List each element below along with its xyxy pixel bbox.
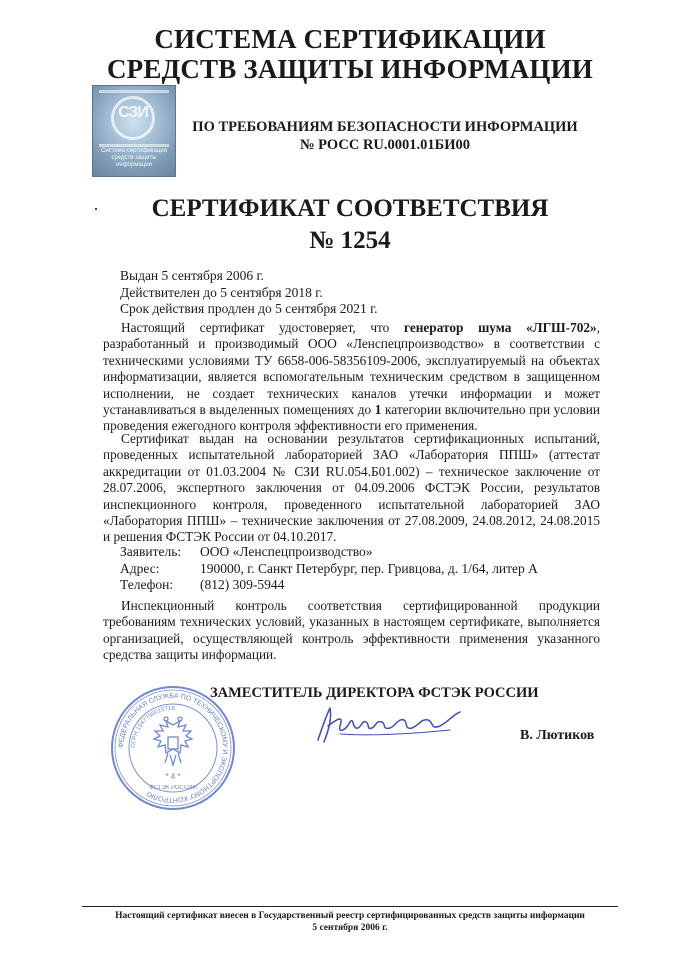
certificate-title: СЕРТИФИКАТ СООТВЕТСТВИЯ (151, 195, 549, 222)
valid-until-date: Действителен до 5 сентября 2018 г. (120, 284, 323, 300)
product-name: генератор шума «ЛГШ-702» (403, 320, 597, 335)
seal-inner-name: ФСТЭК РОССИИ (149, 785, 197, 791)
hologram-monogram: СЗИ (118, 104, 148, 121)
certification-system-title (0, 24, 700, 84)
statement-end: категории включительно при условии проведения ежегодного контроля эффективности его применения. (103, 402, 601, 434)
signatory-position: ЗАМЕСТИТЕЛЬ ДИРЕКТОРА ФСТЭК РОССИИ (210, 685, 539, 701)
title-line-2: СРЕДСТВ ЗАЩИТЫ ИНФОРМАЦИИ (106, 54, 593, 84)
applicant-label: Заявитель: (120, 544, 182, 559)
title-line-1: СИСТЕМА СЕРТИФИКАЦИИ (154, 24, 546, 54)
seal-outer-text: ФЕДЕРАЛЬНАЯ СЛУЖБА ПО ТЕХНИЧЕСКОМУ И ЭКСПОРТНОМУ КОНТРОЛЮ (117, 692, 229, 804)
validity-dates (120, 268, 620, 318)
certification-statement (103, 320, 600, 435)
phone-label: Телефон: (120, 577, 174, 592)
address-row (120, 561, 600, 578)
applicant-row (120, 544, 600, 561)
requirements-text: ПО ТРЕБОВАНИЯМ БЕЗОПАСНОСТИ ИНФОРМАЦИИ (192, 119, 578, 135)
footer-divider (82, 906, 618, 907)
handwritten-signature-icon (300, 700, 470, 750)
certificate-number: № 1254 (309, 227, 391, 254)
registration-number: № РОСС RU.0001.01БИ00 (299, 137, 471, 153)
phone-row (120, 577, 600, 594)
issued-date: Выдан 5 сентября 2006 г. (120, 268, 264, 283)
address-label: Адрес: (120, 560, 160, 576)
basis-paragraph: Сертификат выдан на основании результатов сертификационных испытаний, проведенных испытательной лабораторией ЗАО «Лаборатория ППШ» (аттестат аккредитации от 01.03.2004 № СЗИ RU.054.Б01.002) – техническое заключение от 28.07.2006, экспертного заключения от 04.09.2006 ФСТЭК России, результатов инспекционного контроля, проведенного испытательной лабораторией ЗАО «Лаборатория ППШ» – технические заключения от 27.08.2009, 24.08.2012, 24.08.2015 и решения ФСТЭК России от 04.10.2017. (103, 431, 600, 545)
applicant-value: ООО «Ленспецпроизводство» (200, 544, 373, 559)
requirements-block (175, 118, 595, 154)
category-number: 1 (374, 402, 382, 418)
official-seal-icon (108, 683, 238, 813)
registry-footer (82, 910, 618, 934)
footer-line-1: Настоящий сертификат внесен в Государственный реестр сертифицированных средств защиты информации (115, 911, 585, 921)
hologram-sticker (92, 85, 176, 177)
hologram-caption: Система сертификации средств защиты информации (101, 148, 167, 168)
address-value: 190000, г. Санкт Петербург, пер. Гривцова, д. 1/64, литер А (200, 560, 538, 576)
signatory-name: В. Лютиков (520, 728, 595, 743)
statement-intro: Настоящий сертификат удостоверяет, что (121, 320, 404, 335)
seal-center-mark: * 4 * (165, 772, 181, 781)
footer-line-2: 5 сентября 2006 г. (312, 923, 388, 933)
double-headed-eagle-icon (154, 717, 192, 765)
inspection-paragraph: Инспекционный контроль соответствия сертифицированной продукции требованиям технических условий, указанных в настоящем сертификате, выполняется организацией, осуществляющей контроль эффективности применения указанного средства защиты информации. (103, 598, 600, 663)
phone-value: (812) 309-5944 (200, 577, 285, 592)
statement-body: , разработанный и производимый ООО «Ленспецпроизводство» в соответствии с техническими условиями ТУ 6658-006-58356109-2006, эксплуатируемый на объектах информатизации, является вспомогательным техническим средством в защищенном исполнении, не создает технических каналов утечки информации и может устанавливаться в выделенных помещениях до (103, 320, 600, 418)
extended-date: Срок действия продлен до 5 сентября 2021 г. (120, 301, 378, 316)
seal-inner-text: ОГРН 1047796015718 (130, 705, 175, 749)
applicant-details (120, 544, 600, 594)
certificate-heading (0, 193, 700, 257)
